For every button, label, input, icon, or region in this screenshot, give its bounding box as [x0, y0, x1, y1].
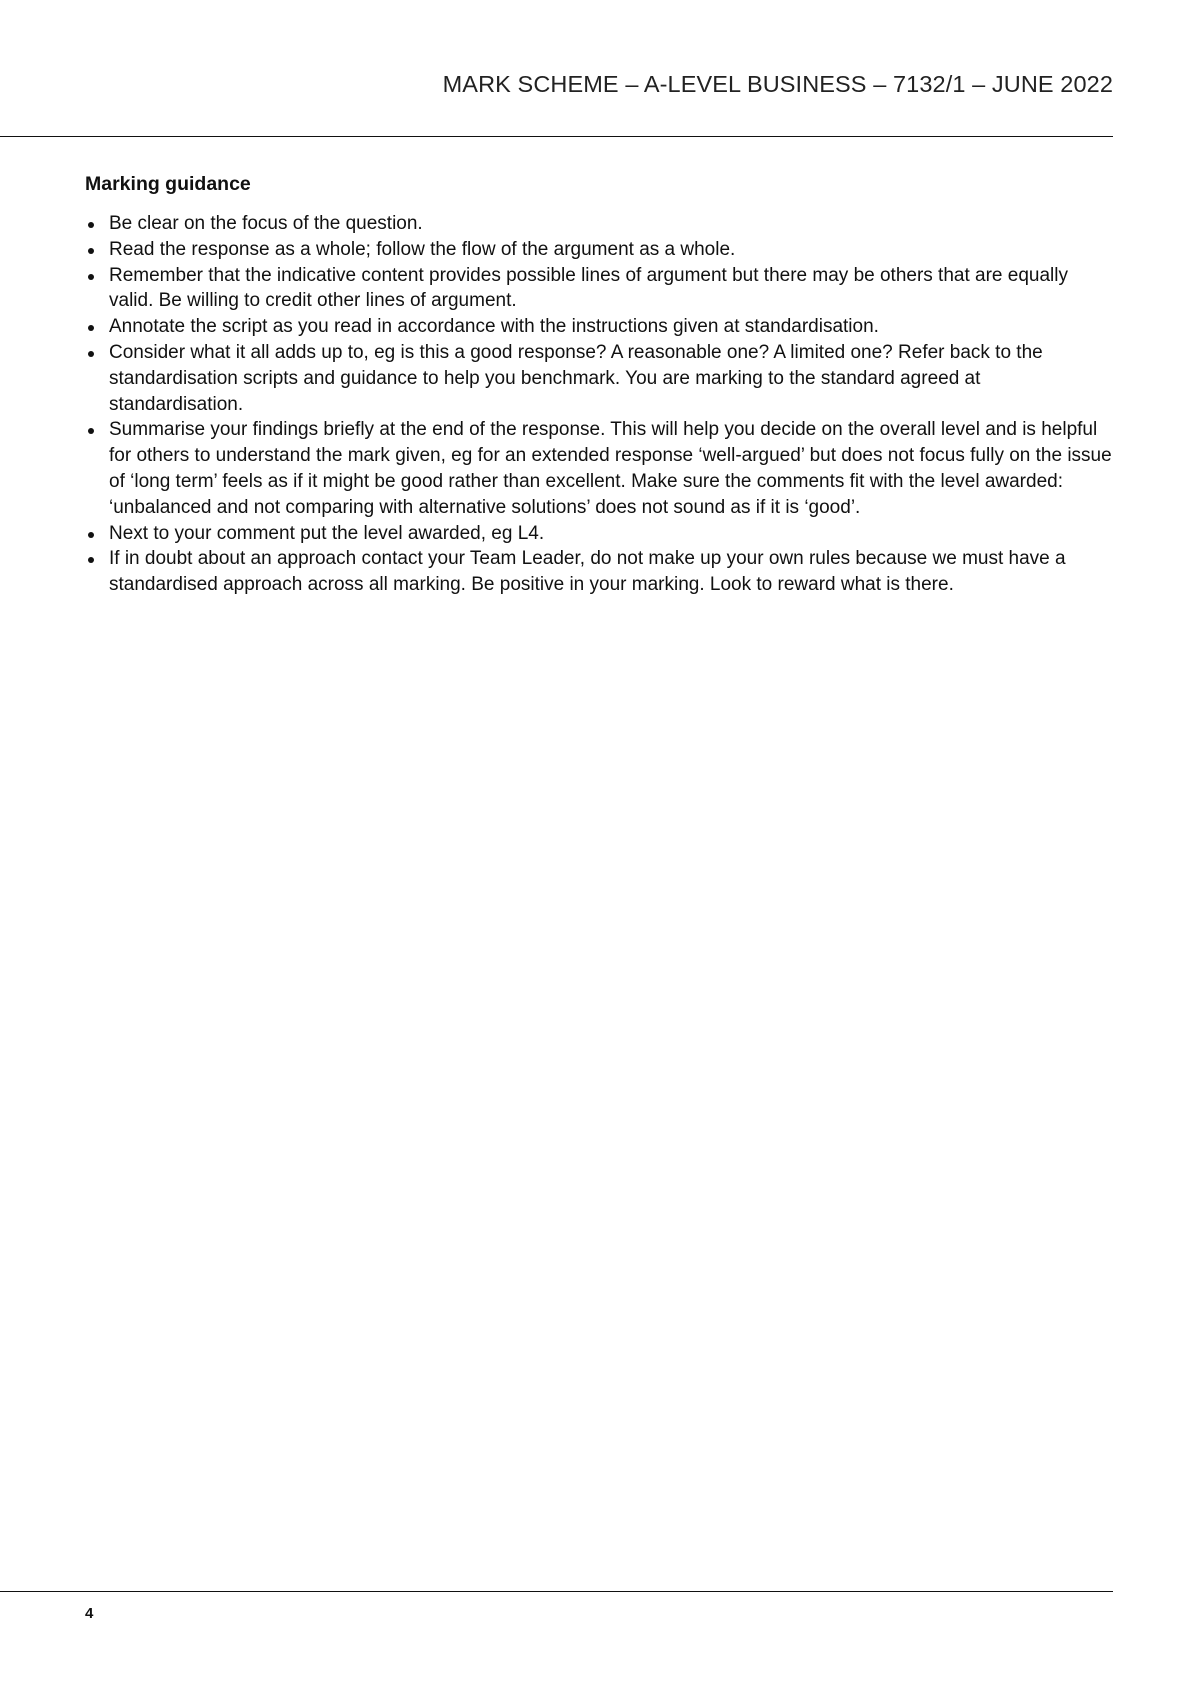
- guidance-list: [85, 211, 1115, 598]
- bullet-icon: [88, 557, 94, 563]
- header-divider: [0, 136, 1113, 137]
- main-content: [85, 172, 1115, 598]
- guidance-item: [85, 521, 1115, 547]
- guidance-item: [85, 211, 1115, 237]
- guidance-item-text: Consider what it all adds up to, eg is this a good response? A reasonable one? A limited one? Refer back to the standardisation scripts and guidance to help you benchmark. You are marking to the standard agreed at standardisation.: [109, 341, 1043, 415]
- guidance-item: [85, 546, 1115, 598]
- guidance-item-text: Be clear on the focus of the question.: [109, 213, 423, 234]
- bullet-icon: [88, 351, 94, 357]
- page-number: 4: [85, 1605, 94, 1622]
- guidance-item: [85, 340, 1115, 417]
- bullet-icon: [88, 248, 94, 254]
- guidance-item-text: Next to your comment put the level awarded, eg L4.: [109, 522, 545, 544]
- section-heading: Marking guidance: [85, 173, 251, 195]
- bullet-icon: [88, 428, 94, 434]
- guidance-item: [85, 314, 1115, 340]
- page-header-title: MARK SCHEME – A-LEVEL BUSINESS – 7132/1 – JUNE 2022: [442, 71, 1113, 97]
- guidance-item-text: Annotate the script as you read in accordance with the instructions given at standardisation.: [109, 316, 879, 338]
- guidance-item-text: If in doubt about an approach contact your Team Leader, do not make up your own rules because we must have a standardised approach across all marking. Be positive in your marking. Look to reward what is there.: [109, 548, 1066, 596]
- guidance-item-text: Summarise your findings briefly at the end of the response. This will help you decide on the overall level and is helpful for others to understand the mark given, eg for an extended response ‘well-argued’ but does not focus fully on the issue of ‘long term’ feels as if it might be good rather than excellent. Make sure the comments fit with the level awarded: ‘unbalanced and not comparing with alternative solutions’ does not sound as if it is ‘good’.: [109, 419, 1112, 518]
- bullet-icon: [88, 325, 94, 331]
- guidance-item-text: Remember that the indicative content provides possible lines of argument but there may be others that are equally valid. Be willing to credit other lines of argument.: [109, 264, 1068, 312]
- bullet-icon: [88, 222, 94, 228]
- footer-divider: [0, 1591, 1113, 1592]
- bullet-icon: [88, 274, 94, 280]
- guidance-item: [85, 237, 1115, 263]
- guidance-item: [85, 417, 1115, 520]
- guidance-item-text: Read the response as a whole; follow the flow of the argument as a whole.: [109, 238, 736, 260]
- bullet-icon: [88, 532, 94, 538]
- guidance-item: [85, 263, 1115, 315]
